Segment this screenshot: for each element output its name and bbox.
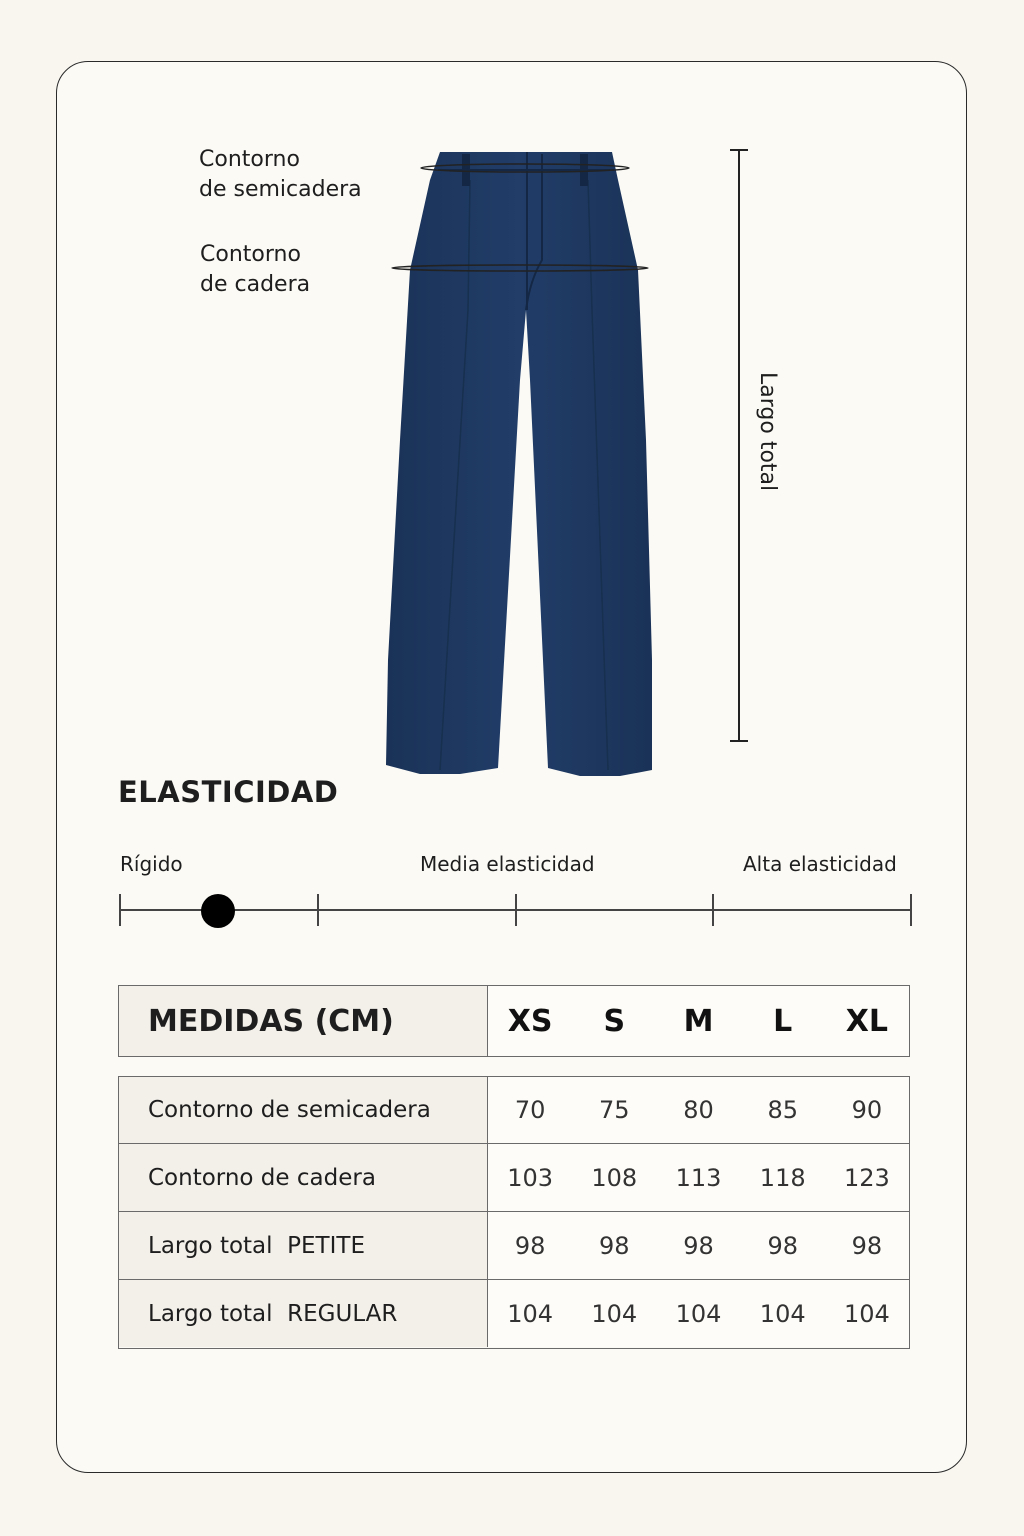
length-measure-line (738, 150, 740, 742)
table-cell: 75 (599, 1096, 630, 1124)
table-cell: 98 (683, 1231, 714, 1260)
size-header-xs: XS (507, 1003, 553, 1039)
size-header-s: S (603, 1003, 626, 1039)
size-table-header (118, 985, 910, 1057)
size-table-body (118, 1076, 910, 1349)
label-cadera-line1: Contorno (200, 242, 301, 267)
table-cell: 103 (507, 1163, 553, 1192)
table-cell: 104 (844, 1299, 890, 1328)
elasticity-tick (712, 894, 714, 926)
length-measure-top-tick (730, 149, 748, 151)
table-cell: 108 (591, 1163, 638, 1192)
row-label: Contorno de semicadera (119, 1077, 488, 1143)
table-cell: 123 (844, 1163, 890, 1192)
label-cadera-line2: de cadera (200, 272, 311, 297)
table-row (119, 1077, 909, 1143)
table-row (119, 1143, 909, 1211)
elasticity-tick (119, 894, 121, 926)
table-cell: 70 (514, 1096, 546, 1124)
elasticity-label-rigid: Rígido (120, 852, 183, 876)
table-cell: 104 (507, 1299, 553, 1328)
label-cadera (200, 240, 310, 300)
label-semicadera (199, 145, 362, 205)
table-header-label: MEDIDAS (CM) (119, 986, 488, 1056)
trousers-icon (380, 140, 660, 785)
table-cell: 113 (675, 1163, 722, 1192)
table-cell: 80 (683, 1096, 714, 1124)
size-header-m: M (683, 1003, 714, 1039)
table-cell: 118 (759, 1163, 806, 1192)
row-label: Largo total PETITE (119, 1212, 488, 1279)
size-header-xl: XL (845, 1003, 889, 1039)
label-semicadera-line2: de semicadera (199, 177, 362, 202)
table-cell: 104 (591, 1299, 638, 1328)
elasticity-label-medium: Media elasticidad (420, 852, 595, 876)
table-cell: 104 (675, 1299, 722, 1328)
elasticity-title: ELASTICIDAD (118, 775, 339, 809)
elasticity-tick (515, 894, 517, 926)
elasticity-tick (317, 894, 319, 926)
table-row (119, 1279, 909, 1347)
table-cell: 85 (767, 1096, 798, 1124)
label-semicadera-line1: Contorno (199, 147, 300, 172)
elasticity-label-high: Alta elasticidad (743, 852, 897, 876)
table-cell: 98 (599, 1231, 630, 1260)
label-largo-total: Largo total (755, 372, 780, 492)
trousers-body (386, 152, 652, 776)
table-cell: 98 (767, 1231, 798, 1260)
elasticity-tick (910, 894, 912, 926)
table-row (119, 1211, 909, 1279)
table-cell: 104 (759, 1299, 806, 1328)
table-cell: 98 (514, 1231, 546, 1260)
table-cell: 90 (851, 1096, 883, 1124)
table-cell: 98 (851, 1231, 883, 1260)
length-measure-bottom-tick (730, 740, 748, 742)
row-label: Contorno de cadera (119, 1144, 488, 1211)
size-header-l: L (773, 1003, 793, 1039)
elasticity-indicator (201, 894, 235, 928)
row-label: Largo total REGULAR (119, 1280, 488, 1347)
